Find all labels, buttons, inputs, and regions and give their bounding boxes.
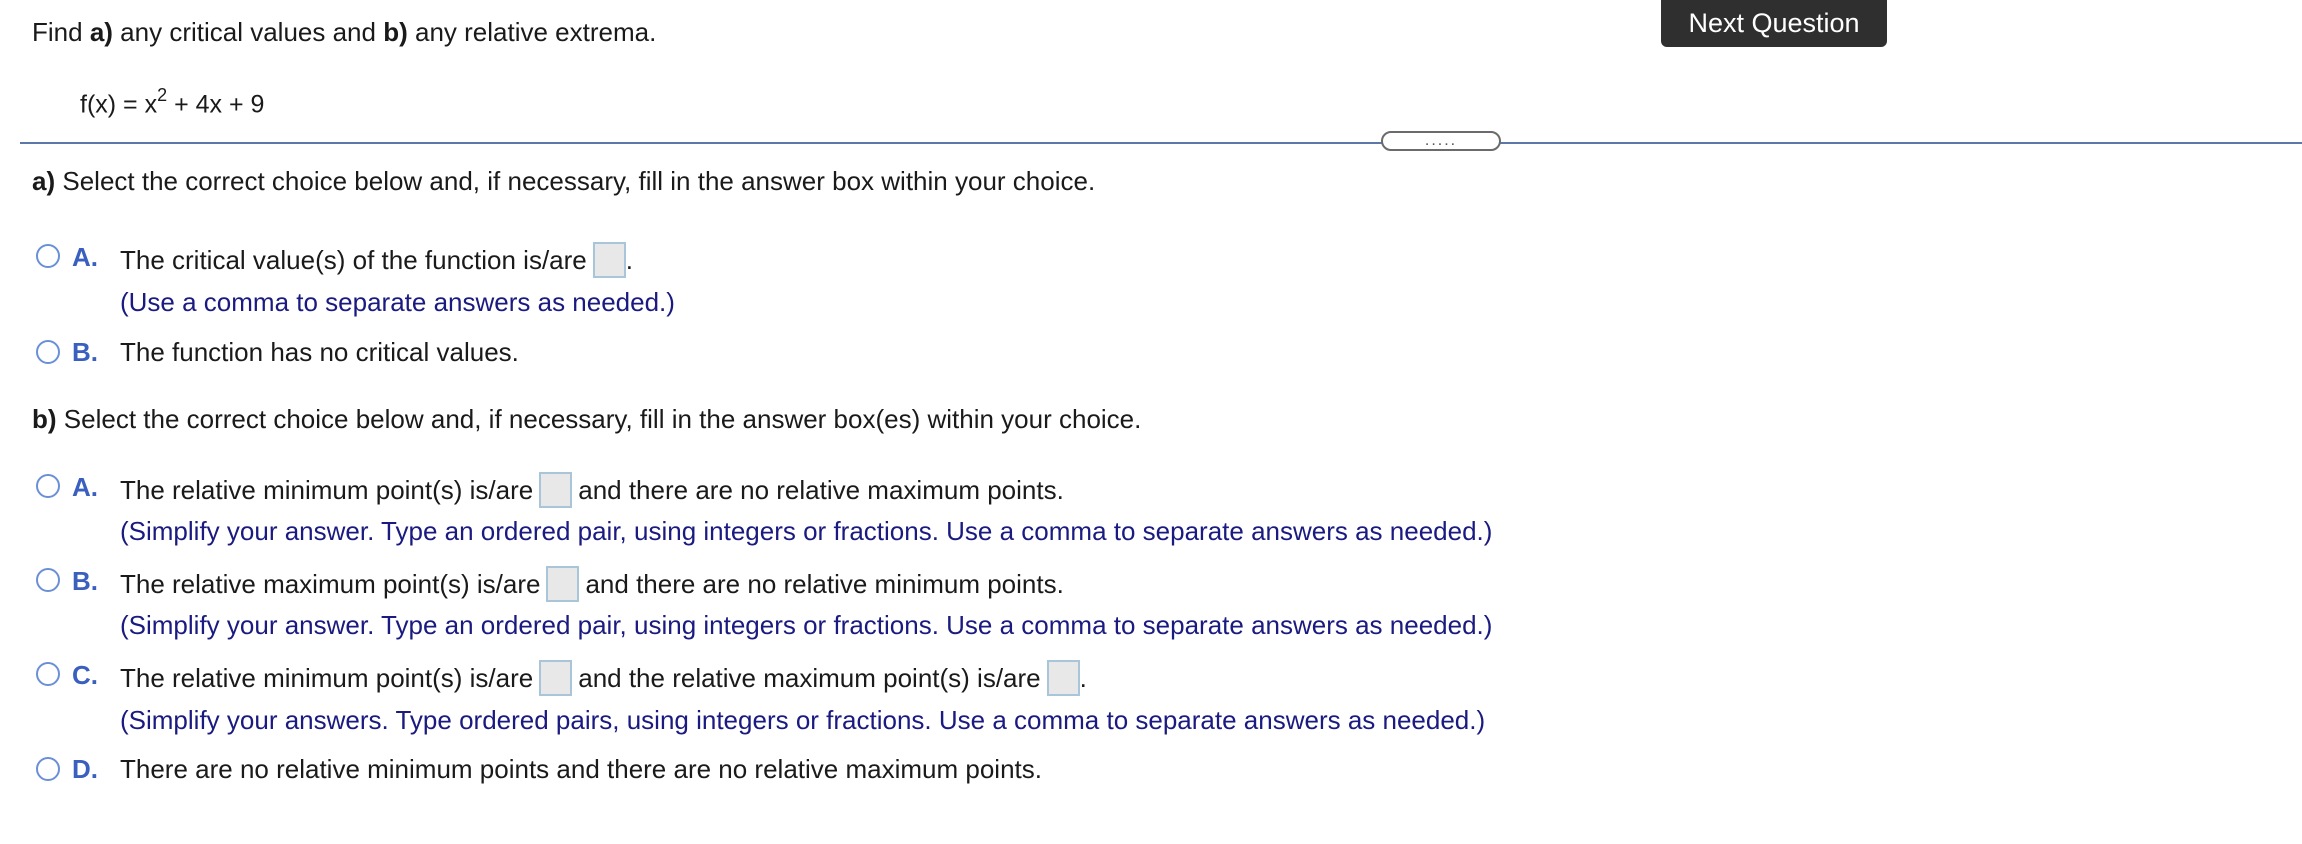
part-b-label: b) [32,404,57,434]
part-b-choice-d-radio[interactable] [36,757,60,781]
section-divider [20,142,2302,144]
function-formula [80,87,264,119]
part-b-choice-c-letter: C. [72,660,98,690]
critical-values-answer-box[interactable] [593,242,626,278]
choice-text-end: and there are no relative maximum points. [578,474,1064,505]
part-b-prompt-text: Select the correct choice below and, if necessary, fill in the answer box(es) within your choice. [63,404,1142,434]
part-b-choice-d-letter: D. [72,754,98,784]
part-b-choice-a-radio[interactable] [36,474,60,498]
part-b-choice-a-text [120,474,1064,510]
part-b-choice-a-letter: A. [72,472,98,502]
part-a-label: a) [32,166,56,196]
part-b-choice-b-text [120,568,1064,604]
formula-rhs: + 4x + 9 [174,90,265,119]
part-a-choice-b-letter: B. [72,337,98,367]
choice-text: The relative maximum point(s) is/are [120,568,541,599]
choice-text-end: and there are no relative minimum points. [585,568,1064,599]
relative-minimum-answer-box[interactable] [539,472,572,508]
formula-lhs: f(x) = x [80,90,158,119]
part-b-choice-c-text [120,662,1087,698]
part-b-choice-d-text: There are no relative minimum points and there are no relative maximum points. [120,754,1042,784]
part-b-choice-a-hint: (Simplify your answer. Type an ordered pair, using integers or fractions. Use a comma to separate answers as needed.) [120,516,1493,546]
part-a-choice-b-text: The function has no critical values. [120,337,519,367]
choice-text: The relative minimum point(s) is/are [120,474,534,505]
instruction-mid: any critical values and [120,17,376,47]
instruction-find: Find [32,17,83,47]
part-a-choice-a-text [120,244,633,280]
part-a-choice-a-letter: A. [72,242,98,272]
part-a-prompt [32,166,1095,197]
instruction-text [32,17,656,48]
part-a-choice-a-radio[interactable] [36,244,60,268]
choice-text: The relative minimum point(s) is/are [120,662,534,693]
choice-text-end: . [1079,662,1087,693]
instruction-end: any relative extrema. [415,17,657,47]
part-a-prompt-text: Select the correct choice below and, if necessary, fill in the answer box within your choice. [62,166,1096,196]
part-a-choice-b-radio[interactable] [36,340,60,364]
instruction-b-label: b) [383,17,408,47]
part-b-choice-b-radio[interactable] [36,568,60,592]
choice-text-mid: and the relative maximum point(s) is/are [578,662,1041,693]
choice-text-end: . [625,244,633,275]
part-b-prompt [32,404,1141,435]
divider-handle[interactable]: ..... [1381,131,1501,151]
part-b-choice-b-letter: B. [72,566,98,596]
part-b-choice-c-hint: (Simplify your answers. Type ordered pairs, using integers or fractions. Use a comma to separate answers as needed.) [120,705,1486,735]
instruction-a-label: a) [89,17,113,47]
next-question-button[interactable]: Next Question [1661,0,1887,47]
part-a-choice-a-hint: (Use a comma to separate answers as needed.) [120,287,675,317]
formula-exponent: 2 [157,85,168,105]
relative-maximum-answer-box[interactable] [546,566,579,602]
part-b-choice-b-hint: (Simplify your answer. Type an ordered pair, using integers or fractions. Use a comma to separate answers as needed.) [120,610,1493,640]
relative-maximum-answer-box[interactable] [1047,660,1080,696]
choice-text: The critical value(s) of the function is/are [120,244,587,275]
relative-minimum-answer-box[interactable] [539,660,572,696]
part-b-choice-c-radio[interactable] [36,662,60,686]
